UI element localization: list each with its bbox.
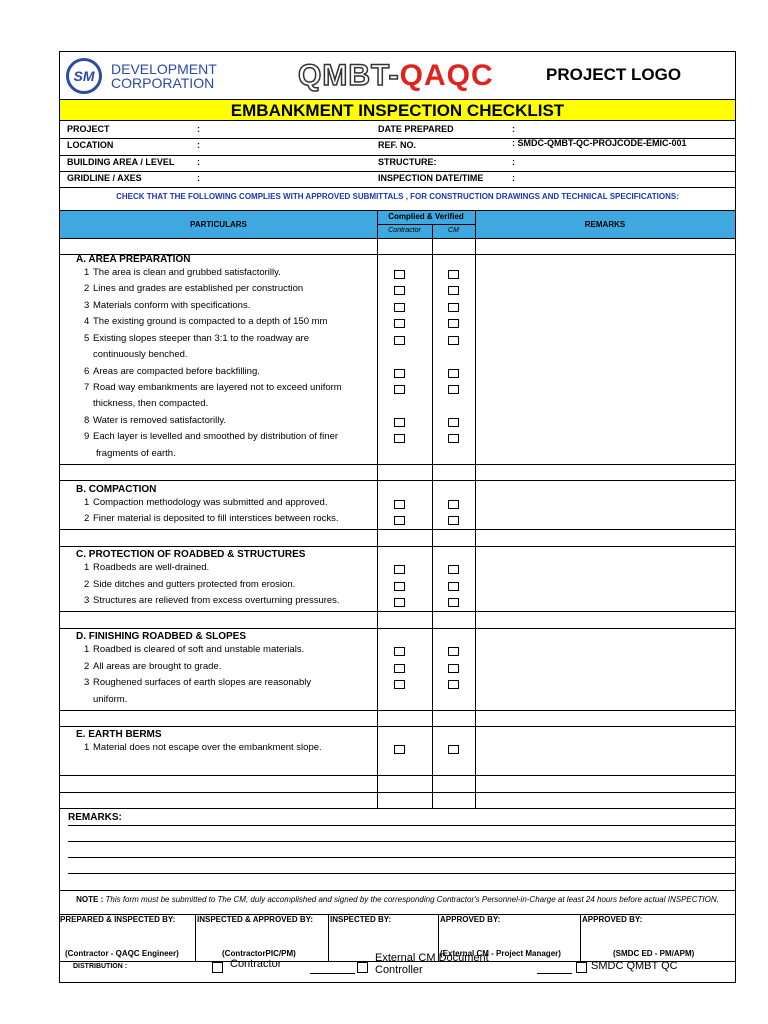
distribution-external: External CM Document Controller [375,952,489,974]
distribution-contractor: Contractor [230,958,282,970]
item-number: 1 [84,562,90,573]
contractor-checkbox[interactable] [394,664,405,673]
cm-checkbox[interactable] [448,303,459,312]
contractor-checkbox[interactable] [394,500,405,509]
item-number: 7 [84,382,90,393]
distribution-smdc-checkbox[interactable] [576,962,587,973]
role-contractor-pic: (ContractorPIC/PM) [222,949,296,958]
item-number: 2 [84,579,90,590]
contractor-checkbox[interactable] [394,565,405,574]
cm-checkbox[interactable] [448,680,459,689]
contractor-checkbox[interactable] [394,270,405,279]
checklist-item: Water is removed satisfactorilly. [93,415,227,426]
remarks-line[interactable] [68,857,735,858]
contractor-checkbox[interactable] [394,303,405,312]
checklist-item-cont: uniform. [93,694,128,705]
col-cm: CM [448,227,459,234]
checklist-item: Structures are relieved from excess overturning pressures. [93,595,340,606]
item-number: 9 [84,431,90,442]
divider [60,187,735,188]
distribution-external-checkbox[interactable] [357,962,368,973]
item-number: 2 [84,283,90,294]
contractor-checkbox[interactable] [394,647,405,656]
inspected-approved-label: INSPECTED & APPROVED BY: [197,915,314,924]
section-title: B. COMPACTION [76,484,157,495]
cm-checkbox[interactable] [448,270,459,279]
distribution-label: DISTRIBUTION : [73,963,128,970]
submission-note: NOTE : This form must be submitted to The CM, duly accomplished and signed by the corresponding Contractor's Personnel-in-Charge at least 24 hours before actual INSPECTION. [76,895,719,904]
item-number: 2 [84,513,90,524]
checklist-item: Lines and grades are established per construction [93,283,304,294]
approved-by-label: APPROVED BY: [440,915,501,924]
distribution-smdc: SMDC QMBT QC [591,960,678,972]
date-colon: : [512,124,515,134]
contractor-checkbox[interactable] [394,369,405,378]
role-external-pm: (External CM - Project Manager) [440,949,561,958]
checklist-item-cont: continuously benched. [93,349,188,360]
inspection-colon: : [512,173,515,183]
item-number: 1 [84,497,90,508]
project-logo: PROJECT LOGO [546,65,682,84]
checklist-item: Each layer is levelled and smoothed by distribution of finer [93,431,339,442]
cm-checkbox[interactable] [448,286,459,295]
cm-checkbox[interactable] [448,582,459,591]
gridline-colon: : [197,173,200,183]
cm-checkbox[interactable] [448,500,459,509]
checklist-item: Existing slopes steeper than 3:1 to the roadway are [93,333,309,344]
item-number: 3 [84,677,90,688]
section-title: E. EARTH BERMS [76,729,162,740]
role-smdc-ed: (SMDC ED - PM/APM) [613,949,695,958]
col-complied: Complied & Verified [388,212,464,221]
contractor-checkbox[interactable] [394,418,405,427]
contractor-checkbox[interactable] [394,745,405,754]
checklist-sheet [59,51,736,983]
checklist-item: The area is clean and grubbed satisfactorilly. [93,267,281,278]
checklist-item: Roadbeds are well-drained. [93,562,210,573]
item-number: 5 [84,333,90,344]
contractor-checkbox[interactable] [394,582,405,591]
building-label: BUILDING AREA / LEVEL [67,157,175,167]
remarks-line[interactable] [68,841,735,842]
divider [60,155,735,156]
cm-checkbox[interactable] [448,369,459,378]
ref-value: : SMDC-QMBT-QC-PROJCODE-EMIC-001 [512,138,687,148]
date-label: DATE PREPARED [378,124,454,134]
item-number: 6 [84,366,90,377]
item-number: 8 [84,415,90,426]
section-title: D. FINISHING ROADBED & SLOPES [76,631,247,642]
cm-checkbox[interactable] [448,385,459,394]
cm-checkbox[interactable] [448,516,459,525]
checklist-item: Roadbed is cleared of soft and unstable materials. [93,644,305,655]
divider [60,171,735,172]
checklist-item: Materials conform with specifications. [93,300,251,311]
table-header [60,211,735,238]
inspection-label: INSPECTION DATE/TIME [378,173,484,183]
cm-checkbox[interactable] [448,598,459,607]
cm-checkbox[interactable] [448,745,459,754]
cm-checkbox[interactable] [448,434,459,443]
project-label: PROJECT [67,124,110,134]
company-name: DEVELOPMENT CORPORATION [111,61,217,91]
col-remarks: REMARKS [584,220,626,229]
item-number: 1 [84,267,90,278]
gridline-label: GRIDLINE / AXES [67,173,142,183]
contractor-checkbox[interactable] [394,286,405,295]
contractor-checkbox[interactable] [394,319,405,328]
structure-colon: : [512,157,515,167]
ref-label: REF. NO. [378,140,417,150]
contractor-checkbox[interactable] [394,680,405,689]
col-contractor: Contractor [388,227,421,234]
approved-by-label-2: APPROVED BY: [582,915,643,924]
contractor-checkbox[interactable] [394,434,405,443]
structure-label: STRUCTURE: [378,157,437,167]
location-label: LOCATION [67,140,114,150]
item-number: 2 [84,661,90,672]
cm-checkbox[interactable] [448,418,459,427]
remarks-line[interactable] [68,873,735,874]
checklist-item: All areas are brought to grade. [93,661,222,672]
item-number: 1 [84,644,90,655]
contractor-checkbox[interactable] [394,385,405,394]
project-colon: : [197,124,200,134]
inspected-by-label: INSPECTED BY: [330,915,392,924]
cm-checkbox[interactable] [448,336,459,345]
contractor-checkbox[interactable] [394,516,405,525]
building-colon: : [197,157,200,167]
checklist-item: Roughened surfaces of earth slopes are reasonably [93,677,312,688]
item-number: 1 [84,742,90,753]
checklist-item-cont: thickness, then compacted. [93,398,209,409]
cm-checkbox[interactable] [448,319,459,328]
contractor-checkbox[interactable] [394,598,405,607]
item-number: 3 [84,300,90,311]
checklist-item: Areas are compacted before backfilling. [93,366,260,377]
col-particulars: PARTICULARS [190,220,247,229]
section-title: C. PROTECTION OF ROADBED & STRUCTURES [76,549,306,560]
remarks-label: REMARKS: [68,812,122,823]
location-colon: : [197,140,200,150]
cm-checkbox[interactable] [448,647,459,656]
remarks-line[interactable] [68,825,735,826]
checklist-item-cont: fragments of earth. [96,448,176,459]
checklist-item: Finer material is deposited to fill interstices between rocks. [93,513,339,524]
item-number: 4 [84,316,90,327]
page-title: EMBANKMENT INSPECTION CHECKLIST [60,99,735,121]
prepared-by-label: PREPARED & INSPECTED BY: [60,915,176,924]
checklist-item: Road way embankments are layered not to exceed uniform [93,382,342,393]
checklist-item: Side ditches and gutters protected from erosion. [93,579,296,590]
role-contractor-qaqc: (Contractor - QAQC Engineer) [65,949,179,958]
qmbt-qaqc-logo: QMBT-QAQC [298,59,494,92]
checklist-item: The existing ground is compacted to a depth of 150 mm [93,316,328,327]
contractor-checkbox[interactable] [394,336,405,345]
checklist-item: Compaction methodology was submitted and approved. [93,497,328,508]
header [60,52,735,99]
item-number: 3 [84,595,90,606]
sm-logo: SM [66,58,102,94]
checklist-item: Material does not escape over the embankment slope. [93,742,322,753]
distribution-contractor-checkbox[interactable] [212,962,223,973]
compliance-instruction: CHECK THAT THE FOLLOWING COMPLIES WITH APPROVED SUBMITTALS , FOR CONSTRUCTION DRAWINGS AND TECHNICAL SPECIFICATIONS: [116,192,679,201]
cm-checkbox[interactable] [448,565,459,574]
cm-checkbox[interactable] [448,664,459,673]
section-title: A. AREA PREPARATION [76,254,191,265]
